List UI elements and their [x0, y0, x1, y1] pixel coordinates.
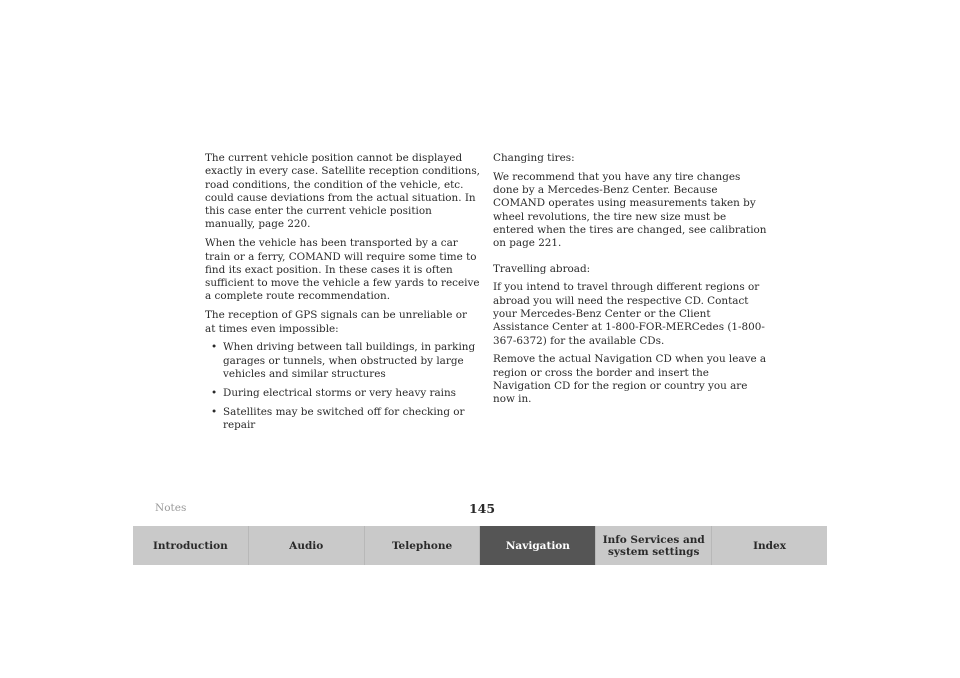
tab-index[interactable] [711, 526, 827, 565]
paragraph-gps-reception: The reception of GPS signals can be unreliable or at times even impossible: [205, 309, 467, 335]
section-label: Notes [155, 502, 187, 514]
tab-label: Telephone [391, 539, 453, 552]
tab-info-services[interactable] [595, 526, 711, 565]
list-item: • Satellites may be switched off for checking or repair [205, 406, 480, 433]
heading-changing-tires: Changing tires: [493, 152, 575, 164]
heading-travelling-abroad: Travelling abroad: [493, 262, 591, 275]
tab-introduction[interactable] [133, 526, 248, 565]
tab-label: Info Services and system settings [602, 533, 705, 558]
list-item: • During electrical storms or very heavy rains [205, 387, 480, 400]
paragraph-position-accuracy: The current vehicle position cannot be displayed exactly in every case. Satellite reception conditions, road conditions, the condition of the vehicle, etc. could cause deviations from the actual situation. In this case enter the current vehicle position manually, page 220. [205, 152, 480, 231]
list-item: • When driving between tall buildings, in parking garages or tunnels, when obstructed by large vehicles and similar structures [205, 341, 480, 381]
tab-audio[interactable] [248, 526, 364, 565]
page-number: 145 [468, 501, 496, 516]
tab-label: Navigation [505, 539, 570, 552]
chapter-tab-bar [133, 526, 827, 565]
gps-conditions-list [205, 341, 480, 432]
tab-label: Introduction [153, 539, 228, 552]
paragraph-transport: When the vehicle has been transported by a car train or a ferry, COMAND will require some time to find its exact position. In these cases it is often sufficient to move the vehicle a few yards to receive a complete route recommendation. [205, 237, 480, 303]
tab-label: Audio [289, 539, 324, 552]
paragraph-changing-tires: We recommend that you have any tire changes done by a Mercedes-Benz Center. Because COMAND operates using measurements taken by wheel revolutions, the tire new size must be entered when the tires are changed, see calibration on page 221. [493, 170, 767, 250]
tab-label: Index [753, 539, 786, 552]
left-column [205, 152, 480, 438]
right-column [493, 152, 768, 412]
tab-telephone[interactable] [364, 526, 480, 565]
paragraph-remove-cd: Remove the actual Navigation CD when you leave a region or cross the border and insert the Navigation CD for the region or country you are now in. [493, 353, 767, 406]
tab-navigation[interactable] [479, 526, 595, 565]
paragraph-travelling-abroad: If you intend to travel through different regions or abroad you will need the respective CD. Contact your Mercedes-Benz Center or the Client Assistance Center at 1-800-FOR-MERCedes (1-800-367-6372) for the available CDs. [493, 281, 765, 347]
